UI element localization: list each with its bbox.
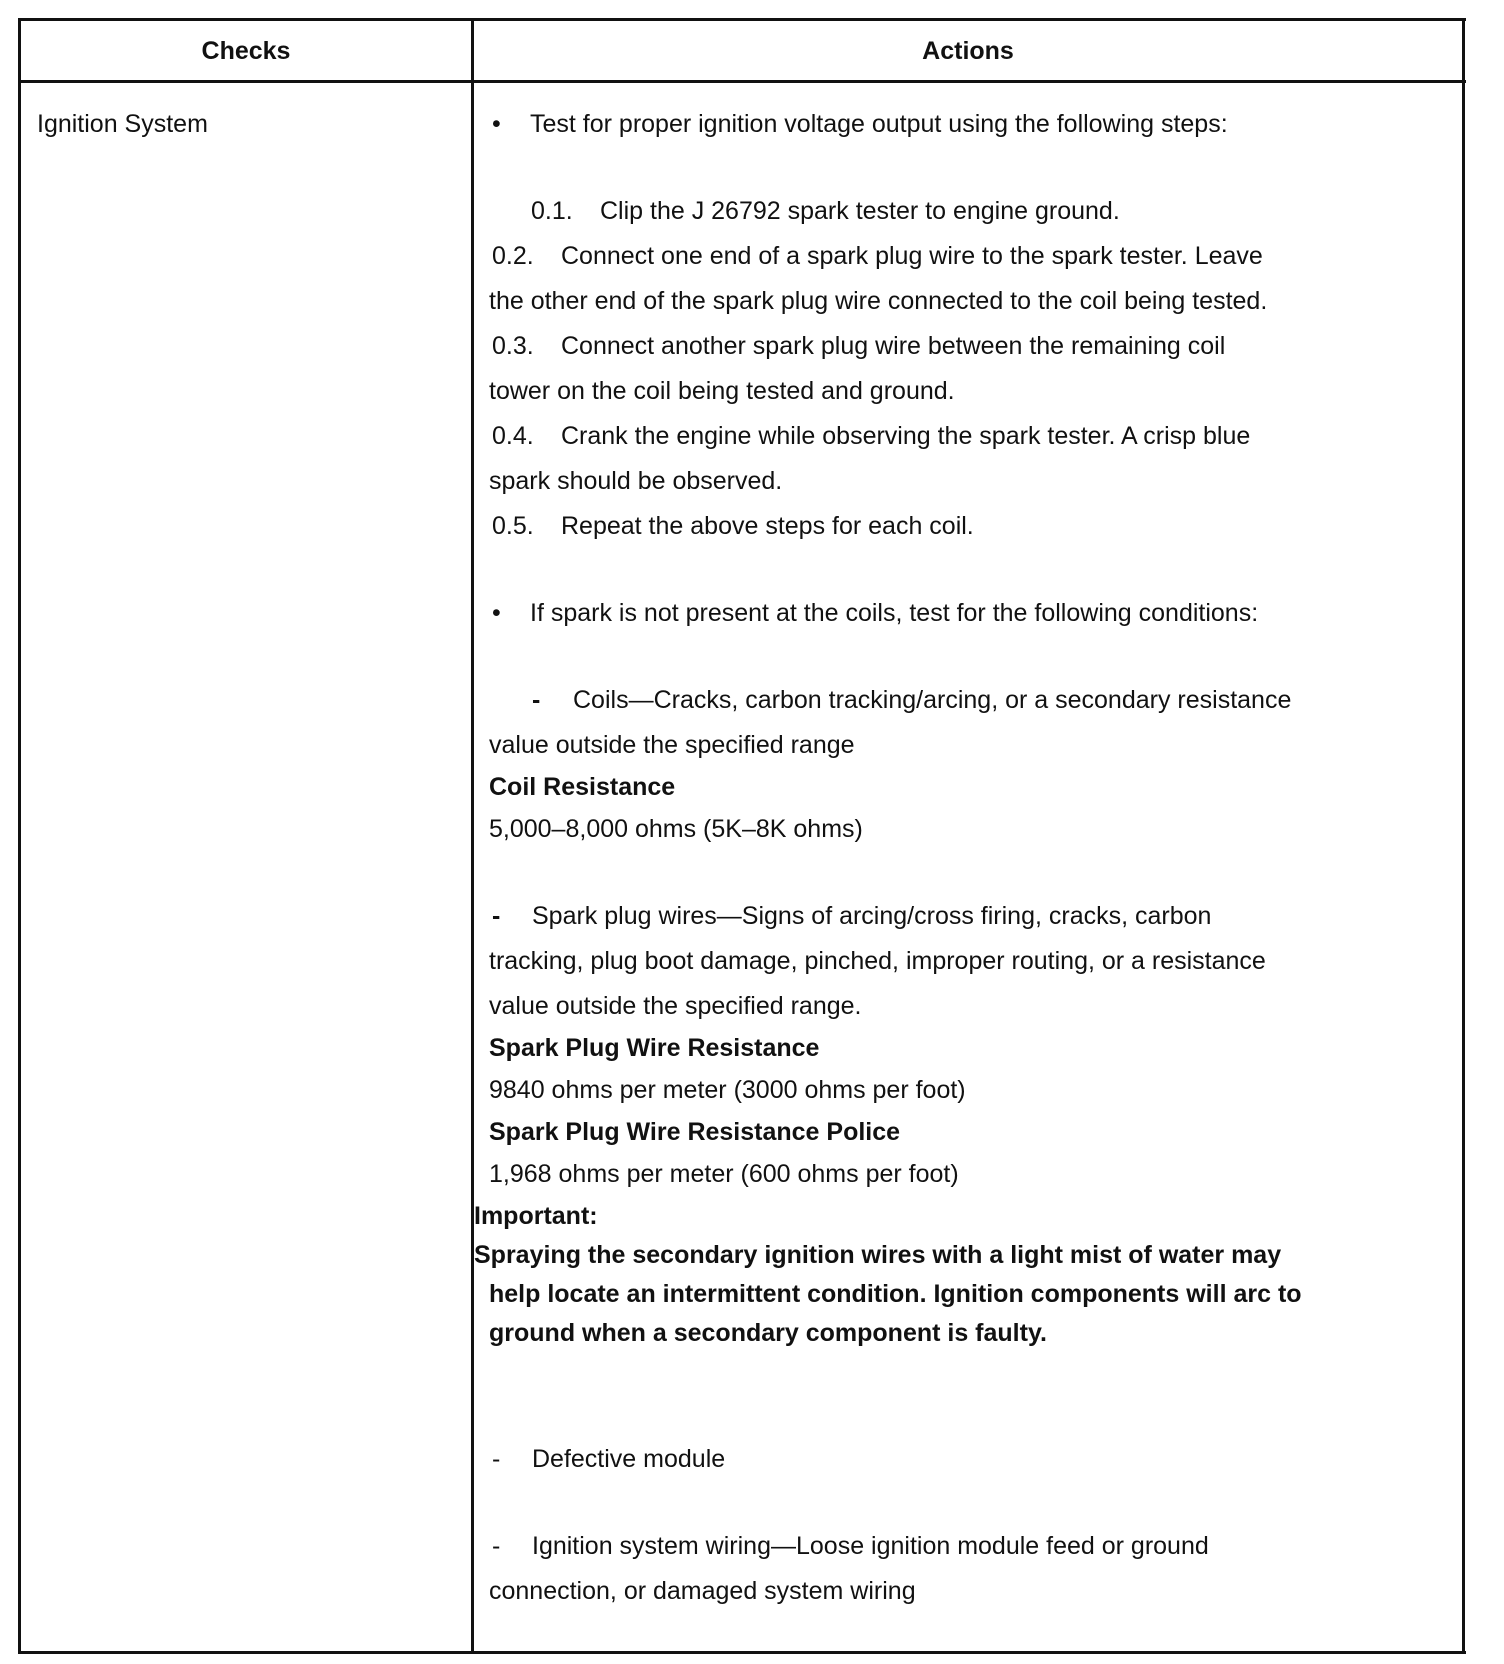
step-text: Connect one end of a spark plug wire to the spark tester. Leave	[561, 242, 1263, 270]
dash-glyph: -	[492, 1445, 501, 1473]
important-note-line: ground when a secondary component is faulty.	[489, 1319, 1047, 1347]
wire-resistance-value: 9840 ohms per meter (3000 ohms per foot)	[489, 1076, 966, 1104]
step-text-continued: spark should be observed.	[489, 467, 783, 495]
bullet-glyph: •	[492, 599, 501, 627]
wire-resistance-police-value: 1,968 ohms per meter (600 ohms per foot)	[489, 1160, 959, 1188]
coil-resistance-value: 5,000–8,000 ohms (5K–8K ohms)	[489, 815, 863, 843]
bullet-test-voltage: Test for proper ignition voltage output using the following steps:	[530, 110, 1228, 138]
important-note-line: Spraying the secondary ignition wires with a light mist of water may	[474, 1241, 1282, 1269]
step-number: 0.1.	[531, 197, 573, 225]
actions-header: Actions	[922, 37, 1014, 65]
step-text: Repeat the above steps for each coil.	[561, 512, 974, 540]
column-divider	[471, 18, 474, 1654]
condition-spark-plug-wires: Spark plug wires—Signs of arcing/cross firing, cracks, carbon	[532, 902, 1212, 930]
table-top-border	[19, 18, 1466, 21]
condition-ignition-wiring-continued: connection, or damaged system wiring	[489, 1577, 916, 1605]
dash-glyph: -	[532, 686, 541, 714]
checks-header: Checks	[201, 37, 291, 65]
step-text-continued: the other end of the spark plug wire connected to the coil being tested.	[489, 287, 1268, 315]
important-note-line: help locate an intermittent condition. Ignition components will arc to	[489, 1280, 1302, 1308]
condition-spark-plug-wires-continued: tracking, plug boot damage, pinched, improper routing, or a resistance	[489, 947, 1266, 975]
dash-glyph: -	[492, 1532, 501, 1560]
condition-spark-plug-wires-continued: value outside the specified range.	[489, 992, 862, 1020]
step-number: 0.2.	[492, 242, 534, 270]
table-left-border	[18, 18, 21, 1654]
wire-resistance-police-label: Spark Plug Wire Resistance Police	[489, 1118, 901, 1146]
step-text-continued: tower on the coil being tested and ground.	[489, 377, 955, 405]
step-text: Crank the engine while observing the spark tester. A crisp blue	[561, 422, 1251, 450]
important-label: Important:	[474, 1202, 598, 1230]
step-text: Connect another spark plug wire between the remaining coil	[561, 332, 1226, 360]
condition-ignition-wiring: Ignition system wiring—Loose ignition module feed or ground	[532, 1532, 1209, 1560]
step-number: 0.5.	[492, 512, 534, 540]
header-bottom-border	[19, 80, 1466, 83]
bullet-spark-not-present: If spark is not present at the coils, test for the following conditions:	[530, 599, 1259, 627]
step-number: 0.4.	[492, 422, 534, 450]
bullet-glyph: •	[492, 110, 501, 138]
wire-resistance-label: Spark Plug Wire Resistance	[489, 1034, 820, 1062]
check-ignition-system: Ignition System	[37, 110, 208, 138]
coil-resistance-label: Coil Resistance	[489, 773, 676, 801]
table-bottom-border	[19, 1651, 1466, 1654]
condition-defective-module: Defective module	[532, 1445, 726, 1473]
condition-coils: Coils—Cracks, carbon tracking/arcing, or a secondary resistance	[573, 686, 1292, 714]
dash-glyph: -	[492, 902, 501, 930]
step-text: Clip the J 26792 spark tester to engine ground.	[600, 197, 1120, 225]
table-right-border	[1462, 18, 1465, 1654]
condition-coils-continued: value outside the specified range	[489, 731, 855, 759]
step-number: 0.3.	[492, 332, 534, 360]
